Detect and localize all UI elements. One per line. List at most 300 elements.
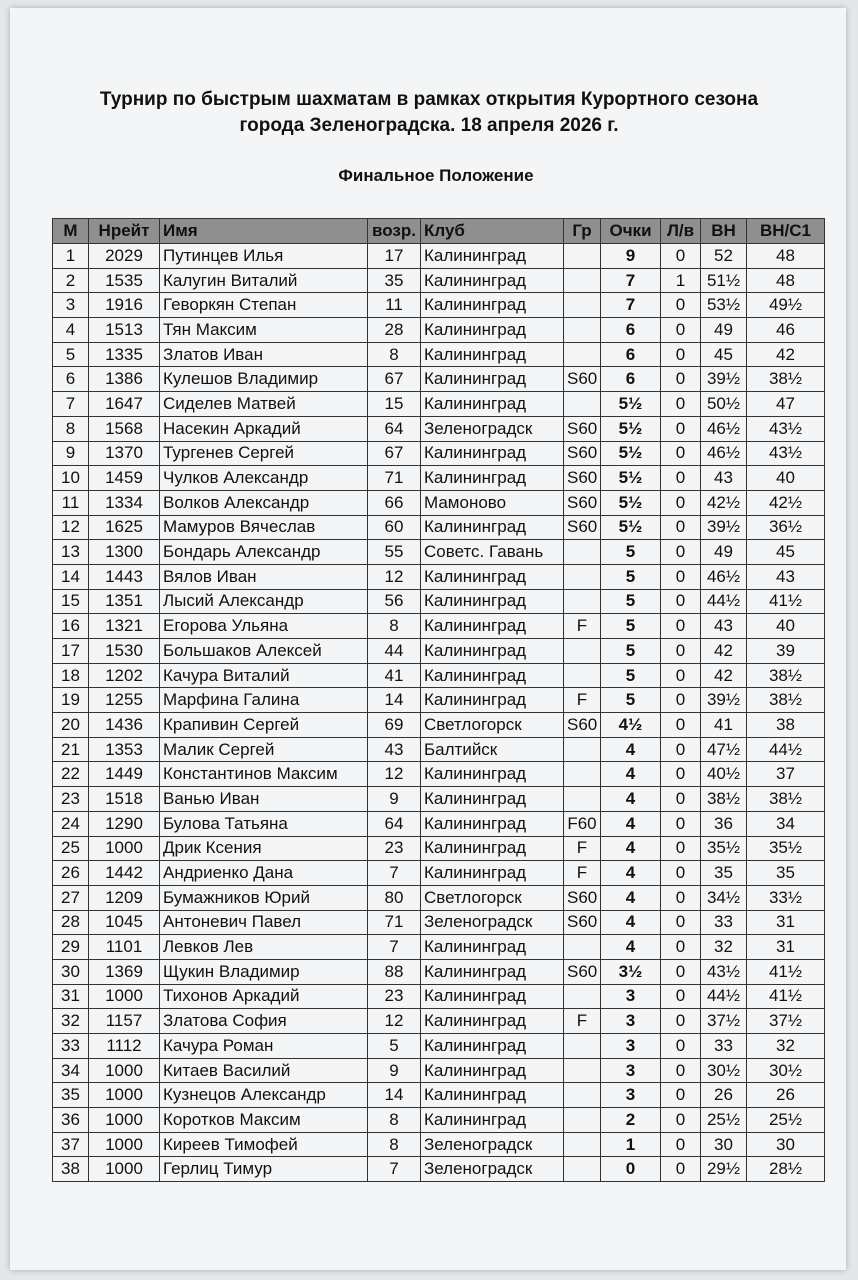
rating-cell: 1000 [89,1108,160,1133]
buchholz-cell: 43 [701,614,747,639]
points-cell: 5 [601,589,661,614]
buchholz-cut1-cell: 35 [747,861,825,886]
buchholz-cut1-cell: 48 [747,268,825,293]
group-cell: S60 [564,959,601,984]
club-cell: Калининград [421,515,564,540]
header-club: Клуб [421,219,564,244]
group-cell [564,639,601,664]
table-row [53,935,825,960]
wins-black-cell: 0 [661,1034,701,1059]
player-name-cell: Калугин Виталий [160,268,368,293]
buchholz-cut1-cell: 30 [747,1132,825,1157]
buchholz-cell: 49 [701,540,747,565]
points-cell: 3 [601,1083,661,1108]
group-cell [564,762,601,787]
points-cell: 4 [601,910,661,935]
player-name-cell: Кулешов Владимир [160,367,368,392]
rating-cell: 1202 [89,663,160,688]
player-name-cell: Герлиц Тимур [160,1157,368,1182]
rank-cell: 1 [53,244,89,269]
player-name-cell: Тян Максим [160,318,368,343]
wins-black-cell: 0 [661,1009,701,1034]
club-cell: Зеленоградск [421,1132,564,1157]
player-name-cell: Китаев Василий [160,1058,368,1083]
age-cell: 35 [368,268,421,293]
group-cell [564,984,601,1009]
rating-cell: 1459 [89,466,160,491]
buchholz-cell: 43½ [701,959,747,984]
club-cell: Калининград [421,811,564,836]
table-row [53,614,825,639]
group-cell: F60 [564,811,601,836]
buchholz-cell: 33 [701,1034,747,1059]
club-cell: Калининград [421,441,564,466]
buchholz-cut1-cell: 44½ [747,737,825,762]
rank-cell: 36 [53,1108,89,1133]
buchholz-cell: 30 [701,1132,747,1157]
buchholz-cut1-cell: 43½ [747,441,825,466]
rating-cell: 1625 [89,515,160,540]
table-row [53,367,825,392]
group-cell: F [564,836,601,861]
rank-cell: 37 [53,1132,89,1157]
group-cell [564,1083,601,1108]
player-name-cell: Бондарь Александр [160,540,368,565]
buchholz-cut1-cell: 38 [747,713,825,738]
club-cell: Светлогорск [421,885,564,910]
wins-black-cell: 0 [661,392,701,417]
buchholz-cut1-cell: 43 [747,564,825,589]
points-cell: 5½ [601,441,661,466]
wins-black-cell: 0 [661,318,701,343]
club-cell: Калининград [421,861,564,886]
rank-cell: 14 [53,564,89,589]
group-cell [564,268,601,293]
age-cell: 67 [368,441,421,466]
rank-cell: 20 [53,713,89,738]
buchholz-cut1-cell: 37 [747,762,825,787]
buchholz-cell: 42½ [701,490,747,515]
buchholz-cut1-cell: 45 [747,540,825,565]
age-cell: 28 [368,318,421,343]
table-row [53,293,825,318]
header-rank: М [53,219,89,244]
club-cell: Калининград [421,639,564,664]
points-cell: 4 [601,885,661,910]
buchholz-cell: 38½ [701,787,747,812]
age-cell: 55 [368,540,421,565]
points-cell: 3 [601,1009,661,1034]
rating-cell: 1000 [89,836,160,861]
club-cell: Зеленоградск [421,1157,564,1182]
wins-black-cell: 0 [661,885,701,910]
rank-cell: 4 [53,318,89,343]
table-row [53,959,825,984]
points-cell: 4 [601,935,661,960]
wins-black-cell: 0 [661,910,701,935]
table-row [53,1083,825,1108]
player-name-cell: Сиделев Матвей [160,392,368,417]
points-cell: 6 [601,342,661,367]
player-name-cell: Бумажников Юрий [160,885,368,910]
table-row [53,984,825,1009]
club-cell: Калининград [421,392,564,417]
table-row [53,540,825,565]
player-name-cell: Булова Татьяна [160,811,368,836]
buchholz-cut1-cell: 38½ [747,688,825,713]
group-cell [564,1157,601,1182]
rating-cell: 1530 [89,639,160,664]
rank-cell: 19 [53,688,89,713]
wins-black-cell: 0 [661,713,701,738]
buchholz-cell: 29½ [701,1157,747,1182]
group-cell: F [564,861,601,886]
group-cell: S60 [564,367,601,392]
table-row [53,737,825,762]
rating-cell: 1443 [89,564,160,589]
points-cell: 3 [601,984,661,1009]
table-row [53,836,825,861]
rating-cell: 1000 [89,1132,160,1157]
player-name-cell: Андриенко Дана [160,861,368,886]
rating-cell: 1353 [89,737,160,762]
buchholz-cut1-cell: 38½ [747,787,825,812]
buchholz-cell: 39½ [701,515,747,540]
buchholz-cut1-cell: 38½ [747,663,825,688]
club-cell: Калининград [421,1083,564,1108]
buchholz-cut1-cell: 40 [747,614,825,639]
player-name-cell: Левков Лев [160,935,368,960]
rating-cell: 1513 [89,318,160,343]
buchholz-cell: 39½ [701,688,747,713]
table-row [53,515,825,540]
buchholz-cell: 25½ [701,1108,747,1133]
wins-black-cell: 0 [661,688,701,713]
age-cell: 14 [368,688,421,713]
points-cell: 5½ [601,490,661,515]
wins-black-cell: 0 [661,787,701,812]
buchholz-cut1-cell: 46 [747,318,825,343]
wins-black-cell: 0 [661,540,701,565]
document-subtitle: Финальное Положение [338,166,534,185]
age-cell: 7 [368,935,421,960]
rank-cell: 8 [53,416,89,441]
buchholz-cut1-cell: 36½ [747,515,825,540]
table-row [53,589,825,614]
club-cell: Калининград [421,466,564,491]
points-cell: 4 [601,737,661,762]
buchholz-cell: 37½ [701,1009,747,1034]
buchholz-cell: 42 [701,639,747,664]
club-cell: Балтийск [421,737,564,762]
age-cell: 60 [368,515,421,540]
rating-cell: 1300 [89,540,160,565]
buchholz-cell: 46½ [701,416,747,441]
table-row [53,1009,825,1034]
wins-black-cell: 0 [661,1108,701,1133]
rating-cell: 1000 [89,984,160,1009]
age-cell: 12 [368,762,421,787]
rating-cell: 1334 [89,490,160,515]
buchholz-cut1-cell: 37½ [747,1009,825,1034]
player-name-cell: Константинов Максим [160,762,368,787]
group-cell [564,564,601,589]
rating-cell: 1518 [89,787,160,812]
age-cell: 41 [368,663,421,688]
club-cell: Калининград [421,836,564,861]
buchholz-cut1-cell: 25½ [747,1108,825,1133]
rank-cell: 13 [53,540,89,565]
age-cell: 43 [368,737,421,762]
player-name-cell: Киреев Тимофей [160,1132,368,1157]
club-cell: Калининград [421,762,564,787]
rating-cell: 2029 [89,244,160,269]
wins-black-cell: 0 [661,959,701,984]
wins-black-cell: 0 [661,1058,701,1083]
buchholz-cut1-cell: 34 [747,811,825,836]
club-cell: Калининград [421,342,564,367]
age-cell: 12 [368,1009,421,1034]
rank-cell: 22 [53,762,89,787]
age-cell: 7 [368,861,421,886]
points-cell: 2 [601,1108,661,1133]
group-cell: S60 [564,885,601,910]
buchholz-cell: 36 [701,811,747,836]
wins-black-cell: 0 [661,293,701,318]
rating-cell: 1386 [89,367,160,392]
points-cell: 3½ [601,959,661,984]
rank-cell: 6 [53,367,89,392]
wins-black-cell: 0 [661,762,701,787]
age-cell: 14 [368,1083,421,1108]
rank-cell: 31 [53,984,89,1009]
table-row [53,811,825,836]
wins-black-cell: 0 [661,466,701,491]
table-row [53,639,825,664]
buchholz-cell: 44½ [701,984,747,1009]
rating-cell: 1209 [89,885,160,910]
buchholz-cut1-cell: 41½ [747,589,825,614]
rating-cell: 1000 [89,1157,160,1182]
buchholz-cell: 40½ [701,762,747,787]
header-wins-black: Л/в [661,219,701,244]
buchholz-cell: 35½ [701,836,747,861]
header-group: Гр [564,219,601,244]
wins-black-cell: 0 [661,244,701,269]
group-cell: S60 [564,490,601,515]
rank-cell: 38 [53,1157,89,1182]
table-row [53,466,825,491]
header-buchholz-cut1: ВН/С1 [747,219,825,244]
points-cell: 4 [601,762,661,787]
club-cell: Калининград [421,293,564,318]
header-buchholz: ВН [701,219,747,244]
wins-black-cell: 0 [661,737,701,762]
rank-cell: 27 [53,885,89,910]
table-row [53,1157,825,1182]
rank-cell: 34 [53,1058,89,1083]
player-name-cell: Кузнецов Александр [160,1083,368,1108]
rank-cell: 35 [53,1083,89,1108]
wins-black-cell: 0 [661,984,701,1009]
buchholz-cut1-cell: 43½ [747,416,825,441]
points-cell: 7 [601,268,661,293]
rating-cell: 1000 [89,1083,160,1108]
buchholz-cell: 35 [701,861,747,886]
points-cell: 5 [601,688,661,713]
group-cell [564,1132,601,1157]
buchholz-cut1-cell: 31 [747,935,825,960]
rank-cell: 21 [53,737,89,762]
player-name-cell: Геворкян Степан [160,293,368,318]
points-cell: 5 [601,614,661,639]
group-cell [564,540,601,565]
club-cell: Советс. Гавань [421,540,564,565]
club-cell: Калининград [421,1034,564,1059]
points-cell: 1 [601,1132,661,1157]
points-cell: 5 [601,540,661,565]
buchholz-cut1-cell: 38½ [747,367,825,392]
rating-cell: 1647 [89,392,160,417]
table-row [53,564,825,589]
player-name-cell: Тихонов Аркадий [160,984,368,1009]
buchholz-cell: 41 [701,713,747,738]
points-cell: 5½ [601,466,661,491]
group-cell: S60 [564,515,601,540]
header-points: Очки [601,219,661,244]
rating-cell: 1370 [89,441,160,466]
player-name-cell: Волков Александр [160,490,368,515]
wins-black-cell: 0 [661,1157,701,1182]
age-cell: 12 [368,564,421,589]
rating-cell: 1101 [89,935,160,960]
age-cell: 9 [368,1058,421,1083]
buchholz-cell: 52 [701,244,747,269]
points-cell: 4 [601,811,661,836]
rank-cell: 15 [53,589,89,614]
club-cell: Калининград [421,1108,564,1133]
points-cell: 5 [601,663,661,688]
club-cell: Зеленоградск [421,416,564,441]
buchholz-cell: 32 [701,935,747,960]
table-row [53,1034,825,1059]
wins-black-cell: 0 [661,1132,701,1157]
player-name-cell: Мамуров Вячеслав [160,515,368,540]
group-cell [564,1058,601,1083]
table-row [53,392,825,417]
club-cell: Калининград [421,663,564,688]
group-cell: F [564,614,601,639]
table-row [53,441,825,466]
player-name-cell: Щукин Владимир [160,959,368,984]
rating-cell: 1290 [89,811,160,836]
buchholz-cut1-cell: 26 [747,1083,825,1108]
age-cell: 64 [368,811,421,836]
buchholz-cell: 50½ [701,392,747,417]
rank-cell: 32 [53,1009,89,1034]
table-row [53,762,825,787]
player-name-cell: Тургенев Сергей [160,441,368,466]
wins-black-cell: 1 [661,268,701,293]
buchholz-cell: 42 [701,663,747,688]
rank-cell: 28 [53,910,89,935]
rating-cell: 1568 [89,416,160,441]
player-name-cell: Ванью Иван [160,787,368,812]
player-name-cell: Коротков Максим [160,1108,368,1133]
wins-black-cell: 0 [661,564,701,589]
rank-cell: 33 [53,1034,89,1059]
buchholz-cell: 49 [701,318,747,343]
age-cell: 64 [368,416,421,441]
age-cell: 7 [368,1157,421,1182]
buchholz-cut1-cell: 47 [747,392,825,417]
buchholz-cut1-cell: 28½ [747,1157,825,1182]
wins-black-cell: 0 [661,515,701,540]
wins-black-cell: 0 [661,639,701,664]
rank-cell: 23 [53,787,89,812]
age-cell: 8 [368,342,421,367]
buchholz-cut1-cell: 48 [747,244,825,269]
table-row [53,318,825,343]
rating-cell: 1255 [89,688,160,713]
wins-black-cell: 0 [661,416,701,441]
club-cell: Светлогорск [421,713,564,738]
rank-cell: 30 [53,959,89,984]
group-cell [564,293,601,318]
age-cell: 88 [368,959,421,984]
group-cell [564,663,601,688]
rating-cell: 1000 [89,1058,160,1083]
age-cell: 17 [368,244,421,269]
buchholz-cut1-cell: 32 [747,1034,825,1059]
points-cell: 5 [601,639,661,664]
player-name-cell: Антоневич Павел [160,910,368,935]
rating-cell: 1369 [89,959,160,984]
points-cell: 4 [601,861,661,886]
rating-cell: 1157 [89,1009,160,1034]
table-row [53,416,825,441]
player-name-cell: Насекин Аркадий [160,416,368,441]
buchholz-cut1-cell: 35½ [747,836,825,861]
player-name-cell: Большаков Алексей [160,639,368,664]
table-row [53,1058,825,1083]
wins-black-cell: 0 [661,342,701,367]
rank-cell: 11 [53,490,89,515]
group-cell: F [564,688,601,713]
age-cell: 69 [368,713,421,738]
club-cell: Калининград [421,564,564,589]
player-name-cell: Марфина Галина [160,688,368,713]
points-cell: 0 [601,1157,661,1182]
table-row [53,663,825,688]
buchholz-cut1-cell: 49½ [747,293,825,318]
header-rating: Нрейт [89,219,160,244]
buchholz-cut1-cell: 41½ [747,959,825,984]
club-cell: Зеленоградск [421,910,564,935]
age-cell: 8 [368,1108,421,1133]
rank-cell: 12 [53,515,89,540]
table-row [53,1108,825,1133]
table-row [53,342,825,367]
points-cell: 3 [601,1034,661,1059]
wins-black-cell: 0 [661,441,701,466]
table-row [53,787,825,812]
rank-cell: 24 [53,811,89,836]
group-cell: F [564,1009,601,1034]
club-cell: Калининград [421,935,564,960]
buchholz-cell: 34½ [701,885,747,910]
player-name-cell: Лысий Александр [160,589,368,614]
